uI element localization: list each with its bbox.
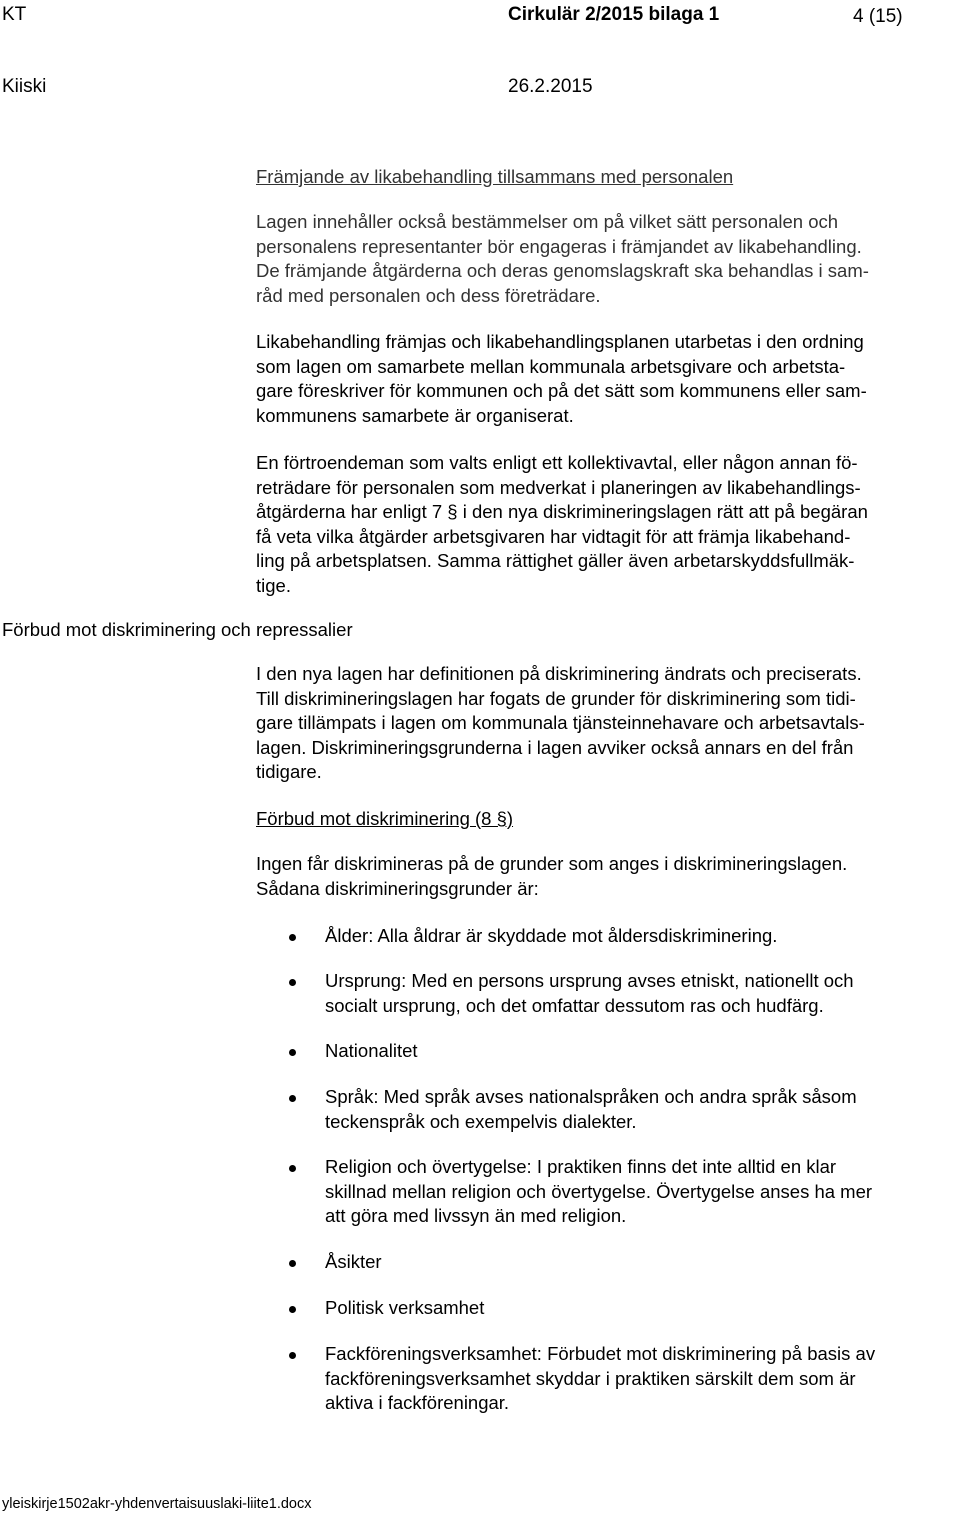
bullet-icon <box>289 979 296 986</box>
text-line: gare tillämpats i lagen om kommunala tjänsteinnehavare och arbetsavtals- <box>256 712 865 733</box>
text-line: lagen. Diskrimineringsgrunderna i lagen avviker också annars en del från <box>256 736 854 758</box>
text-line: Ursprung: Med en persons ursprung avses etniskt, nationellt och <box>325 970 854 991</box>
text-line: Till diskrimineringslagen har fogats de grunder för diskriminering som tidi- <box>256 687 856 709</box>
bullet-icon <box>289 1306 296 1313</box>
bullet-icon <box>289 1049 296 1056</box>
text-line: Religion och övertygelse: I praktiken finns det inte alltid en klar <box>325 1156 837 1177</box>
paragraph-likabehandling <box>256 330 958 428</box>
text-line: Sådana diskrimineringsgrunder är: <box>256 877 539 899</box>
paragraph-fortroendeman <box>256 451 958 598</box>
text-line: gare föreskriver för kommunen och på det sätt som kommunens eller sam- <box>256 380 867 401</box>
text-line: som lagen om samarbete mellan kommunala arbetsgivare och arbetsta- <box>256 355 846 377</box>
list-item <box>325 924 958 949</box>
list-item <box>325 1085 958 1134</box>
text-line: Lagen innehåller också bestämmelser om på vilket sätt personalen och <box>256 211 839 232</box>
document-title: Cirkulär 2/2015 bilaga 1 <box>508 4 720 25</box>
subheading-forbud-8: Förbud mot diskriminering (8 §) <box>256 808 514 829</box>
text-line: En förtroendeman som valts enligt ett kollektivavtal, eller någon annan fö- <box>256 452 858 473</box>
text-line: Likabehandling främjas och likabehandlingsplanen utarbetas i den ordning <box>256 331 864 352</box>
text-line: reträdare för personalen som medverkat i planeringen av likabehandlings- <box>256 476 861 498</box>
text-line: Åsikter <box>325 1251 382 1272</box>
list-item <box>325 969 958 1018</box>
text-line: kommunens samarbete är organiserat. <box>256 404 574 426</box>
text-line: att göra med livssyn än med religion. <box>325 1205 627 1226</box>
text-line: Ålder: Alla åldrar är skyddade mot åldersdiskriminering. <box>325 925 778 946</box>
text-line: Nationalitet <box>325 1040 418 1061</box>
text-line: skillnad mellan religion och övertygelse. Övertygelse anses ha mer <box>325 1180 873 1202</box>
text-line: personalens representanter bör engageras i främjandet av likabehandling. <box>256 235 862 257</box>
text-line: Ingen får diskrimineras på de grunder som anges i diskrimineringslagen. <box>256 853 848 874</box>
text-line: aktiva i fackföreningar. <box>325 1392 510 1413</box>
header-org: KT <box>2 4 27 25</box>
side-heading-forbud: Förbud mot diskriminering och repressalier <box>2 619 353 640</box>
list-item <box>325 1296 958 1321</box>
text-line: De främjande åtgärderna och deras genomslagskraft ska behandlas i sam- <box>256 260 869 281</box>
header-author: Kiiski <box>2 76 47 97</box>
text-line: Politisk verksamhet <box>325 1297 485 1318</box>
bullet-icon <box>289 1095 296 1102</box>
list-item <box>325 1250 958 1275</box>
text-line: Språk: Med språk avses nationalspråken och andra språk såsom <box>325 1086 857 1107</box>
list-item <box>325 1342 958 1416</box>
bullet-icon <box>289 1260 296 1267</box>
bullet-icon <box>289 1352 296 1359</box>
text-line: teckenspråk och exempelvis dialekter. <box>325 1110 637 1132</box>
paragraph-ingen <box>256 852 958 901</box>
list-item <box>325 1039 958 1064</box>
text-line: råd med personalen och dess företrädare. <box>256 284 601 306</box>
bullet-icon <box>289 1165 296 1172</box>
page-number: 4 (15) <box>853 6 903 27</box>
footer-filename: yleiskirje1502akr-yhdenvertaisuuslaki-liite1.docx <box>2 1496 312 1512</box>
text-line: åtgärderna har enligt 7 § i den nya diskrimineringslagen rätt att på begäran <box>256 501 868 522</box>
text-line: I den nya lagen har definitionen på diskriminering ändrats och preciserats. <box>256 663 862 684</box>
text-line: socialt ursprung, och det omfattar dessutom ras och hudfärg. <box>325 994 824 1016</box>
paragraph-nya-lagen <box>256 662 958 785</box>
text-line: ling på arbetsplatsen. Samma rättighet gäller även arbetarskyddsfullmäk- <box>256 550 855 571</box>
header-date: 26.2.2015 <box>508 76 593 97</box>
list-item <box>325 1155 958 1229</box>
section-heading-framjande: Främjande av likabehandling tillsammans med personalen <box>256 166 734 187</box>
text-line: fackföreningsverksamhet skyddar i praktiken särskilt dem som är <box>325 1367 856 1389</box>
paragraph-lagen <box>256 210 958 308</box>
text-line: få veta vilka åtgärder arbetsgivaren har vidtagit för att främja likabehand- <box>256 525 851 547</box>
text-line: tidigare. <box>256 761 322 782</box>
text-line: tige. <box>256 574 291 596</box>
text-line: Fackföreningsverksamhet: Förbudet mot diskriminering på basis av <box>325 1343 876 1364</box>
bullet-icon <box>289 934 296 941</box>
